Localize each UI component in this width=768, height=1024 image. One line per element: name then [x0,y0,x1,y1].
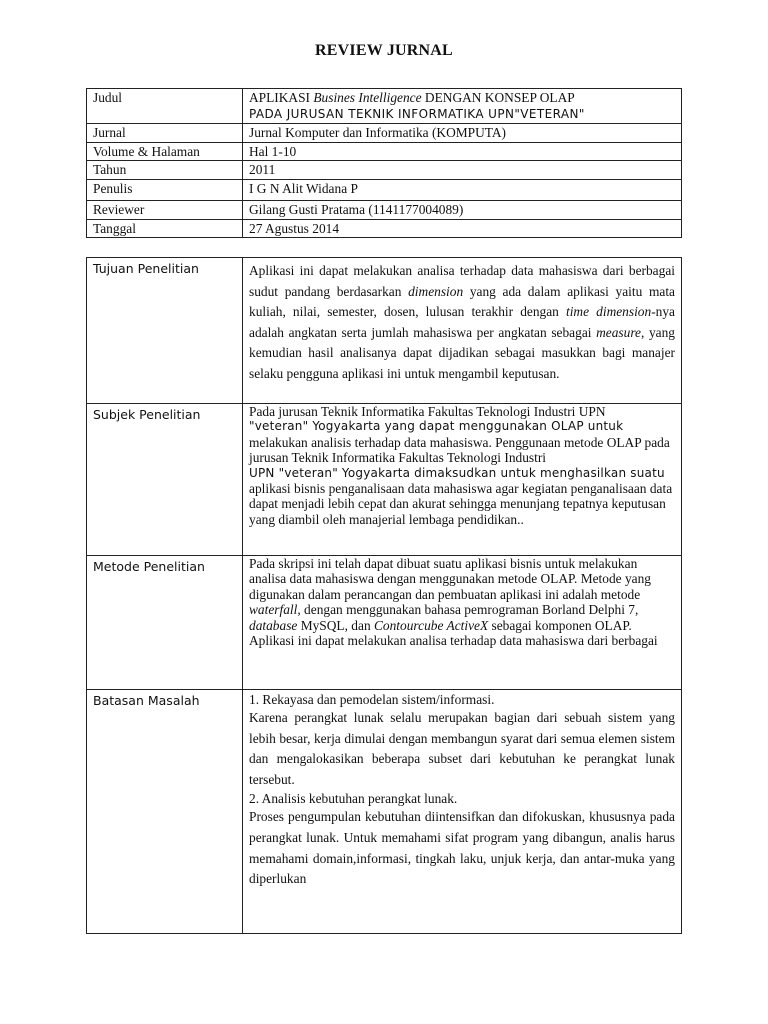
metode-italic-3: Contourcube ActiveX [373,617,489,633]
metode-label: Metode Penelitian [87,556,243,690]
volume-label: Volume & Halaman [87,142,243,161]
subjek-line-3: melakukan analisis terhadap data mahasiswa. Penggunaan metode OLAP pada jurusan Teknik Informatika Fakultas Teknologi Industri [249,434,670,466]
table-row [87,179,682,201]
table-row [87,258,682,404]
batasan-label: Batasan Masalah [87,690,243,934]
subjek-line-1: Pada jurusan Teknik Informatika Fakultas Teknologi Industri UPN [249,404,606,419]
metode-line-5: Aplikasi ini dapat melakukan analisa terhadap data mahasiswa dari berbagai [249,633,658,649]
tujuan-text-3: -nya adalah angkatan serta jumlah mahasiswa per angkatan sebagai [249,304,675,340]
metode-italic-1: waterfall [249,602,298,618]
table-row [87,404,682,556]
metode-value [243,556,682,690]
batasan-heading-2: 2. Analisis kebutuhan perangkat lunak. [249,791,458,807]
table-row [87,89,682,124]
judul-value [243,89,682,124]
penulis-value: I G N Alit Widana P [243,179,682,201]
tujuan-text-2: yang ada dalam aplikasi yaitu mata kuliah, nilai, semester, dosen, lulusan terakhir dengan [249,283,675,320]
tahun-label: Tahun [87,161,243,180]
batasan-para-2: Proses pengumpulan kebutuhan diintensifkan dan difokuskan, khususnya pada perangkat lunak. Untuk memahami sifat program yang dibangun, analis harus memahami domain,informasi, tingkah laku, unjuk kerja, dan antar-muka yang diperlukan [249,809,675,887]
batasan-heading-1: 1. Rekayasa dan pemodelan sistem/informasi. [249,692,495,707]
jurnal-value: Jurnal Komputer dan Informatika (KOMPUTA) [243,124,682,143]
table-row [87,556,682,690]
judul-line1-italic: Busines Intelligence [313,90,422,105]
metode-text-2: , dengan menggunakan bahasa pemrograman Borland Delphi 7, [297,602,639,618]
volume-value: Hal 1-10 [243,142,682,161]
journal-info-table [86,88,682,238]
jurnal-label: Jurnal [87,124,243,143]
table-row [87,690,682,934]
tujuan-italic-2: time dimension [565,304,652,320]
batasan-para-1: Karena perangkat lunak selalu merupakan bagian dari sebuah sistem yang lebih besar, kerja dimulai dengan membangun syarat dari semua elemen sistem dan mengalokasikan beberapa subset dari kebutuhan ke perangkat lunak tersebut. [249,710,675,787]
judul-line2: PADA JURUSAN TEKNIK INFORMATIKA UPN"VETERAN" [249,106,585,121]
tujuan-italic-1: dimension [408,283,464,299]
judul-line1-post: DENGAN KONSEP OLAP [421,90,575,105]
tujuan-label: Tujuan Penelitian [87,258,243,404]
subjek-line-4: UPN "veteran" Yogyakarta dimaksudkan untuk menghasilkan suatu [249,465,665,480]
review-table [86,257,682,934]
metode-text-4: sebagai komponen OLAP. [488,617,632,633]
subjek-label: Subjek Penelitian [87,404,243,556]
tujuan-italic-3: measure [596,324,641,340]
judul-label: Judul [87,89,243,124]
subjek-value [243,404,682,556]
table-row [87,161,682,180]
table-row [87,124,682,143]
tujuan-text-1: Aplikasi ini dapat melakukan analisa terhadap data mahasiswa dari berbagai sudut pandang berdasarkan [249,263,675,299]
tanggal-label: Tanggal [87,219,243,238]
subjek-line-5: aplikasi bisnis penganalisaan data mahasiswa agar kegiatan penganalisaan data dapat menjadi lebih cepat dan akurat sehingga menunjang tepatnya keputusan yang diambil oleh manajerial lembaga pendidikan.. [249,481,673,527]
tujuan-text-4: , yang kemudian hasil analisanya dapat dijadikan sebagai masukkan bagi manajer selaku pengguna aplikasi ini untuk mengambil keputusan. [249,324,675,381]
metode-italic-2: database [249,617,298,633]
table-row [87,142,682,161]
tanggal-value: 27 Agustus 2014 [243,219,682,238]
tahun-value: 2011 [243,161,682,180]
batasan-value [243,690,682,934]
table-row [87,219,682,238]
judul-line1-pre: APLIKASI [249,90,314,105]
reviewer-value: Gilang Gusti Pratama (1141177004089) [243,201,682,220]
document-title: REVIEW JURNAL [315,42,453,59]
penulis-label: Penulis [87,179,243,201]
table-row [87,201,682,220]
reviewer-label: Reviewer [87,201,243,220]
tujuan-value [243,258,682,404]
metode-text-3: MySQL, dan [297,617,374,633]
metode-text-1: Pada skripsi ini telah dapat dibuat suatu aplikasi bisnis untuk melakukan analisa data mahasiswa dengan menggunakan metode OLAP. Metode yang digunakan dalam perancangan dan pembuatan aplikasi ini adalah metode [249,556,651,602]
subjek-line-2: "veteran" Yogyakarta yang dapat menggunakan OLAP untuk [249,419,624,434]
